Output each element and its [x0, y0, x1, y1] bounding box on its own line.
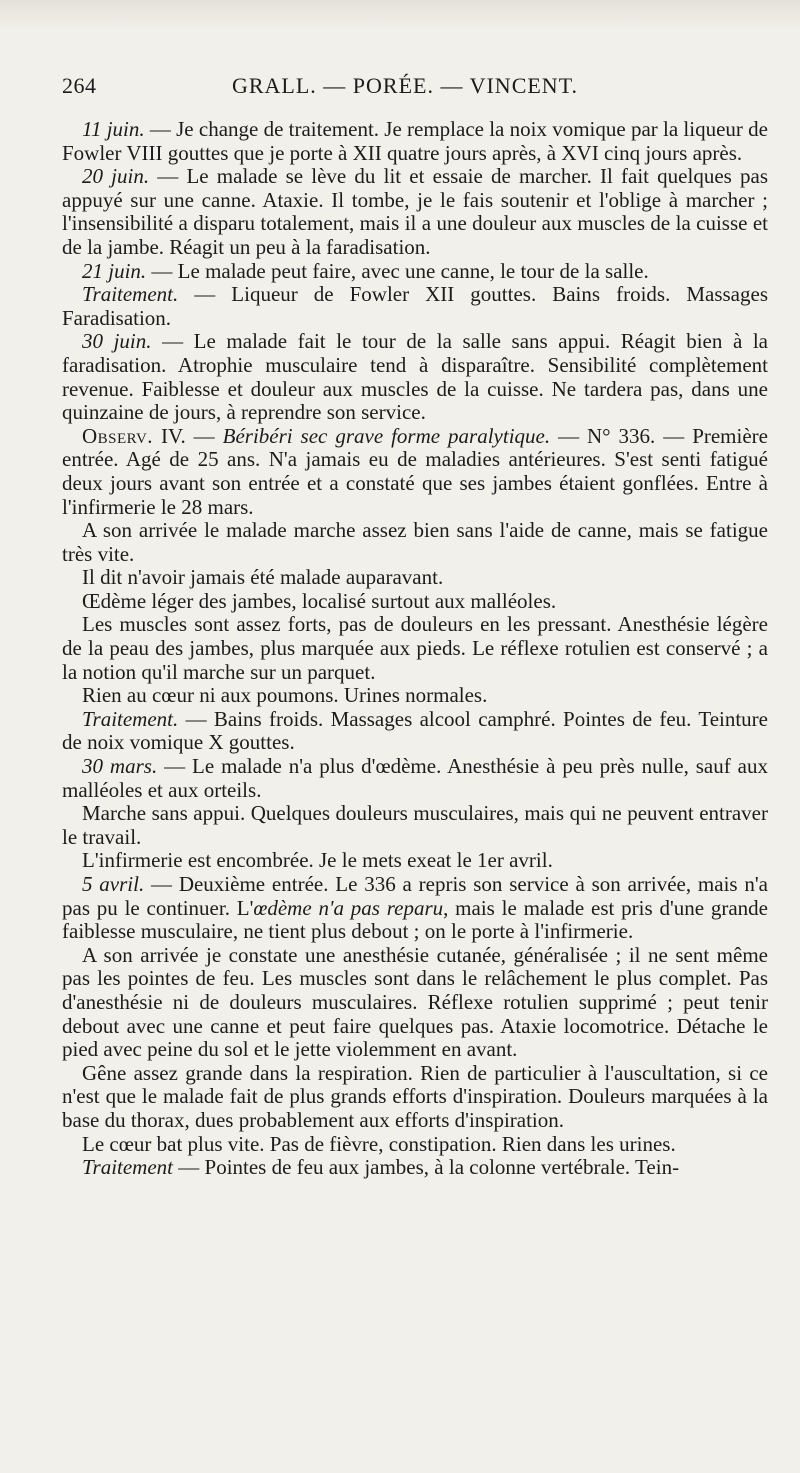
paragraph — [62, 260, 768, 284]
paragraph — [62, 519, 768, 566]
paragraph-text2: , mais le malade est pris d'une grande faiblesse musculaire, ne tient plus debout ; on le porte à l'infirmerie. — [62, 895, 768, 944]
paragraph-text: — Le malade se lève du lit et essaie de marcher. Il fait quelques pas appuyé sur une canne. Ataxie. Il tombe, je le fais soutenir et l'oblige à marcher ; l'insensibilité a disparu totalement, mais il a une douleur aux muscles de la cuisse et de la jambe. Réagit un peu à la faradisation. — [62, 164, 769, 259]
paragraph — [62, 590, 768, 614]
paragraph-text: — Bains froids. Massages alcool camphré. Pointes de feu. Teinture de noix vomique X gouttes. — [62, 706, 768, 755]
paragraph-text: A son arrivée le malade marche assez bien sans l'aide de canne, mais se fatigue très vite. — [62, 518, 768, 566]
paragraph-lead: 5 avril. — [82, 872, 145, 896]
paragraph-lead: 20 juin. — [82, 164, 150, 189]
paragraph-lead: 11 juin. — [82, 117, 145, 141]
paragraph-text: A son arrivée je constate une anesthésie cutanée, généralisée ; il ne sent même pas les pointes de feu. Les muscles sont dans le relâchement le plus complet. Pas d'anesthésie ni de douleurs musculaires. Réflexe rotulien supprimé ; peut tenir debout avec une canne et peut faire quelques pas. Ataxie locomotrice. Détache le pied avec peine du sol et le jette violemment en avant. — [62, 942, 768, 1062]
paragraph — [62, 708, 768, 755]
paragraph — [62, 802, 768, 849]
paragraph — [62, 944, 768, 1062]
paragraph-text: — Liqueur de Fowler XII gouttes. Bains froids. Massages Faradisation. — [62, 282, 768, 330]
book-page — [62, 74, 768, 1180]
paragraph — [62, 873, 768, 944]
paragraph-text: — Je change de traitement. Je remplace la noix vomique par la liqueur de Fowler VIII gouttes que je porte à XII quatre jours après, à XVI cinq jours après. — [62, 117, 768, 165]
paragraph — [62, 425, 768, 519]
paragraph-text: — Le malade peut faire, avec une canne, le tour de la salle. — [146, 258, 649, 283]
paragraph — [62, 165, 768, 259]
paragraph — [62, 849, 768, 873]
paragraph-text: — Deuxième entrée. Le 336 a repris son service à son arrivée, mais n'a pas pu le continuer. L' — [62, 872, 768, 920]
paragraph-text: — N° 336. — Première entrée. Agé de 25 ans. N'a jamais eu de maladies antérieures. S'est senti fatigué deux jours avant son entrée et a constaté que ses jambes étaient gonflées. Entre à l'infirmerie le 28 mars. — [62, 423, 768, 519]
body-text — [62, 118, 768, 1180]
scan-shadow — [0, 0, 800, 30]
paragraph-text: L'infirmerie est encombrée. Je le mets exeat le 1er avril. — [82, 848, 553, 873]
paragraph-text: Gêne assez grande dans la respiration. Rien de particulier à l'auscultation, si ce n'est que le malade fait de plus grands efforts d'inspiration. Douleurs marquées à la base du thorax, dues probablement aux efforts d'inspiration. — [62, 1060, 768, 1132]
paragraph-lead2: œdème n'a pas reparu — [253, 895, 444, 920]
paragraph — [62, 1133, 768, 1157]
paragraph-text: Marche sans appui. Quelques douleurs musculaires, mais qui ne peuvent entraver le travail. — [62, 801, 768, 849]
paragraph-text: — Le malade fait le tour de la salle sans appui. Réagit bien à la faradisation. Atrophie musculaire tend à disparaître. Sensibilité complètement revenue. Faiblesse et douleur aux muscles de la cuisse. Ne tardera pas, dans une quinzaine de jours, à reprendre son service. — [62, 329, 768, 425]
paragraph — [62, 1062, 768, 1133]
paragraph-text: Le cœur bat plus vite. Pas de fièvre, constipation. Rien dans les urines. — [82, 1131, 676, 1156]
paragraph — [62, 118, 768, 165]
paragraph — [62, 755, 768, 802]
paragraph — [62, 566, 768, 590]
paragraph-text: Œdème léger des jambes, localisé surtout aux malléoles. — [82, 588, 557, 613]
paragraph — [62, 330, 768, 424]
running-head: GRALL. — PORÉE. — VINCENT. — [231, 73, 578, 98]
paragraph-text: Il dit n'avoir jamais été malade auparavant. — [82, 565, 444, 590]
paragraph-lead: Traitement. — [82, 282, 179, 307]
paragraph-text: Les muscles sont assez forts, pas de douleurs en les pressant. Anesthésie légère de la peau des jambes, plus marquée aux pieds. Le réflexe rotulien est conservé ; a la notion qu'il marche sur un parquet. — [62, 612, 768, 684]
paragraph-lead: 21 juin. — [82, 258, 147, 283]
page-number: 264 — [62, 73, 97, 98]
paragraph-pre: IV. — — [153, 423, 223, 448]
paragraph-lead: Traitement. — [82, 706, 179, 731]
paragraph — [62, 684, 768, 708]
paragraph — [62, 1156, 768, 1180]
paragraph-lead: 30 juin. — [82, 329, 152, 354]
paragraph-text: — Pointes de feu aux jambes, à la colonne vertébrale. Tein- — [173, 1155, 680, 1180]
paragraph — [62, 613, 768, 684]
page-header — [62, 74, 768, 110]
paragraph-lead: Béribéri sec grave forme paralytique. — [222, 423, 551, 448]
paragraph — [62, 283, 768, 330]
paragraph-text: Rien au cœur ni aux poumons. Urines normales. — [82, 683, 488, 708]
paragraph-sc: Observ. — [82, 423, 154, 448]
paragraph-lead: Traitement — [82, 1155, 174, 1180]
paragraph-lead: 30 mars. — [82, 754, 158, 779]
paragraph-text: — Le malade n'a plus d'œdème. Anesthésie à peu près nulle, sauf aux malléoles et aux orteils. — [62, 754, 768, 802]
